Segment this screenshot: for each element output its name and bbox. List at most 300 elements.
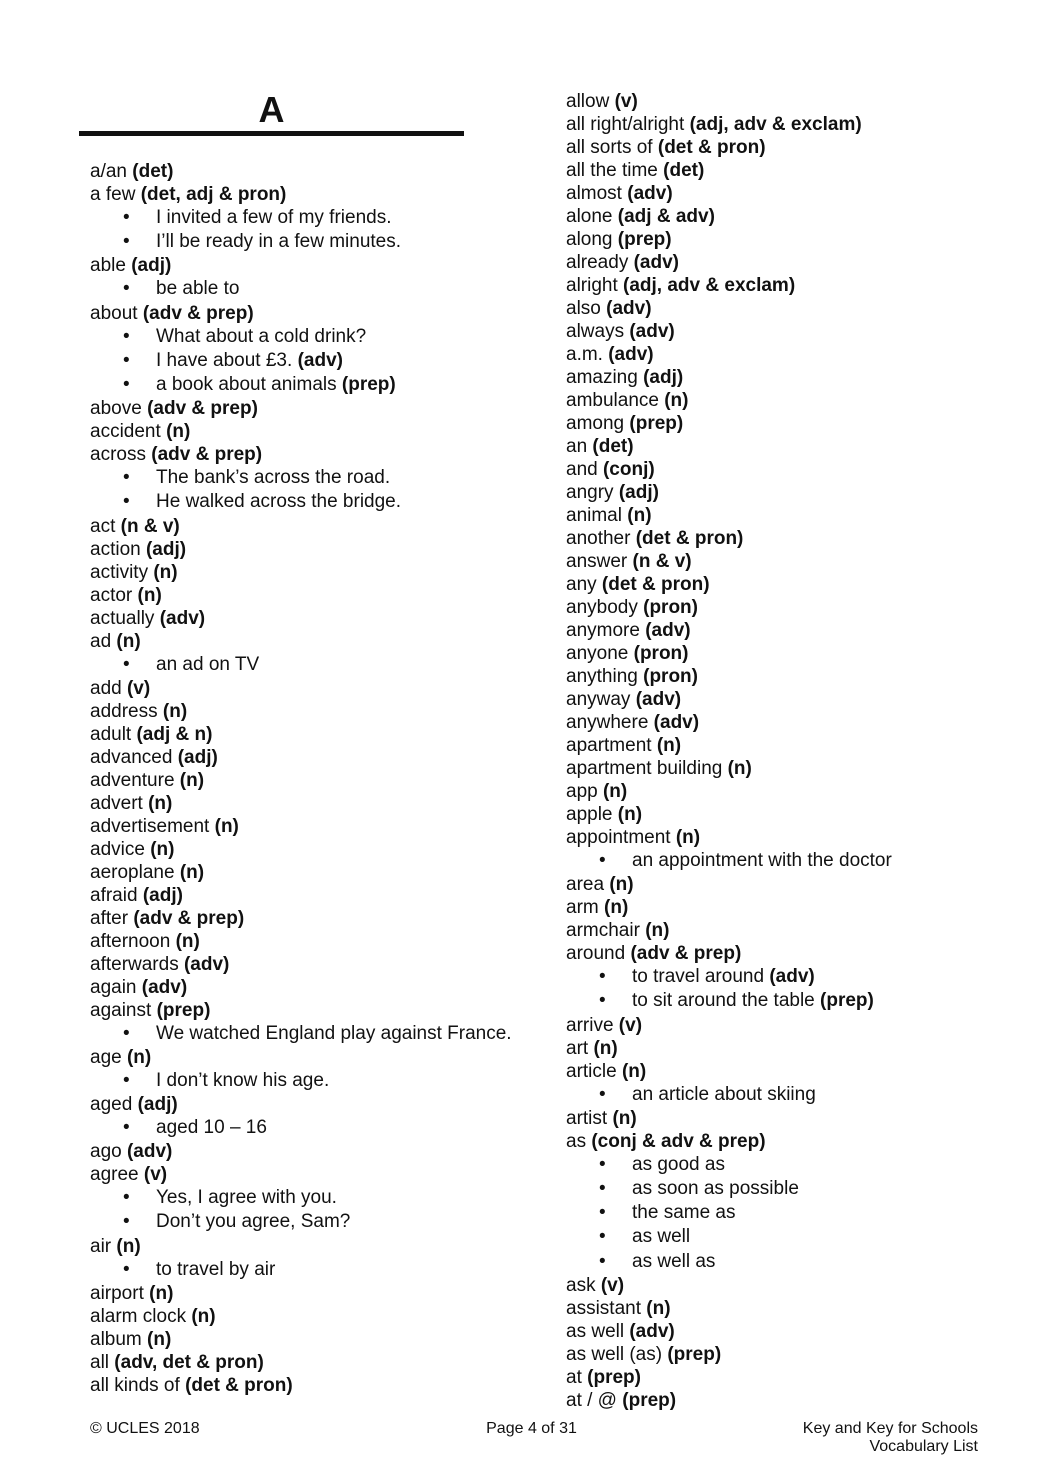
entry-word: about xyxy=(90,302,138,324)
part-of-speech: (n) xyxy=(664,390,689,411)
example-text: The bank’s across the road. xyxy=(156,467,391,489)
entry-word: all the time xyxy=(566,160,658,181)
part-of-speech: (det & pron) xyxy=(185,1374,293,1396)
part-of-speech: (n) xyxy=(149,1282,174,1304)
entry-word: age xyxy=(90,1046,122,1068)
example-text: Yes, I agree with you. xyxy=(156,1187,337,1209)
example-text: as well as xyxy=(632,1250,716,1272)
vocabulary-entry xyxy=(90,1235,535,1258)
vocabulary-entry xyxy=(566,205,986,228)
vocabulary-entry xyxy=(90,815,535,838)
part-of-speech: (n) xyxy=(602,781,628,802)
bullet-icon: • xyxy=(123,467,130,489)
example-text: an article about skiing xyxy=(632,1083,816,1105)
example-item xyxy=(90,1186,535,1210)
entry-word: adventure xyxy=(90,769,175,791)
example-text: We watched England play against France. xyxy=(156,1022,512,1044)
part-of-speech: (adv) xyxy=(141,976,188,998)
part-of-speech: (adj & adv) xyxy=(617,206,715,227)
part-of-speech: (v) xyxy=(143,1164,168,1186)
entry-word: all kinds of xyxy=(90,1374,180,1396)
vocabulary-entry xyxy=(90,884,535,907)
vocabulary-entry xyxy=(90,861,535,884)
vocabulary-entry xyxy=(566,458,986,481)
vocabulary-entry xyxy=(566,619,986,642)
example-item xyxy=(90,206,535,230)
entry-word: accident xyxy=(90,421,161,443)
vocabulary-entry xyxy=(566,1274,986,1297)
bullet-icon: • xyxy=(123,325,130,347)
entry-word: again xyxy=(90,976,137,998)
part-of-speech: (prep) xyxy=(820,990,874,1012)
bullet-icon: • xyxy=(599,1177,606,1199)
part-of-speech: (n) xyxy=(162,700,188,722)
entry-word: afternoon xyxy=(90,930,171,952)
entry-word: add xyxy=(90,677,122,699)
vocabulary-entry xyxy=(90,746,535,769)
part-of-speech: (n) xyxy=(604,897,629,919)
footer-title xyxy=(803,1420,978,1456)
vocabulary-entry xyxy=(566,803,986,826)
part-of-speech: (n & v) xyxy=(632,551,692,572)
part-of-speech: (adj) xyxy=(145,538,187,560)
entry-word: allow xyxy=(566,91,610,112)
example-item xyxy=(90,1258,535,1282)
part-of-speech: (v) xyxy=(618,1014,643,1036)
example-item xyxy=(566,1177,986,1201)
part-of-speech: (n) xyxy=(166,421,191,443)
vocabulary-entry xyxy=(566,1014,986,1037)
bullet-icon: • xyxy=(123,373,130,395)
vocabulary-entry xyxy=(90,723,535,746)
part-of-speech: (det & pron) xyxy=(601,574,710,595)
entry-word: along xyxy=(566,229,613,250)
entry-word: aeroplane xyxy=(90,861,175,883)
part-of-speech: (pron) xyxy=(643,597,698,618)
entry-word: adult xyxy=(90,723,132,745)
bullet-icon: • xyxy=(123,1069,130,1091)
vocabulary-entry xyxy=(566,919,986,942)
vocabulary-entry xyxy=(90,160,535,183)
bullet-icon: • xyxy=(123,1117,130,1139)
entry-word: ask xyxy=(566,1274,596,1296)
part-of-speech: (pron) xyxy=(633,643,689,664)
vocabulary-entry xyxy=(90,677,535,700)
part-of-speech: (adv) xyxy=(606,298,652,319)
example-text: He walked across the bridge. xyxy=(156,491,402,513)
part-of-speech: (pron) xyxy=(643,666,698,687)
part-of-speech: (n) xyxy=(645,920,670,942)
entry-word: agree xyxy=(90,1164,139,1186)
vocabulary-entry xyxy=(566,780,986,803)
vocabulary-entry xyxy=(566,366,986,389)
example-text: as good as xyxy=(632,1153,725,1175)
example-text: Don’t you agree, Sam? xyxy=(156,1211,351,1233)
part-of-speech: (n) xyxy=(179,769,205,791)
part-of-speech: (prep) xyxy=(341,373,396,395)
part-of-speech: (n) xyxy=(126,1046,152,1068)
example-text: to travel by air xyxy=(156,1258,276,1280)
vocabulary-entry xyxy=(566,1389,986,1412)
entry-word: anymore xyxy=(566,620,640,641)
bullet-icon: • xyxy=(599,966,606,988)
example-item xyxy=(566,965,986,989)
part-of-speech: (prep) xyxy=(667,1343,722,1365)
part-of-speech: (adj) xyxy=(137,1094,178,1116)
part-of-speech: (n) xyxy=(175,930,200,952)
bullet-icon: • xyxy=(123,491,130,513)
entry-word: as xyxy=(566,1130,587,1152)
entry-word: app xyxy=(566,781,598,802)
vocabulary-entry xyxy=(90,515,535,538)
entry-word: aged xyxy=(90,1094,133,1116)
entry-word: as well xyxy=(566,1320,625,1342)
entry-word: all xyxy=(90,1351,110,1373)
vocabulary-entry xyxy=(566,1297,986,1320)
vocabulary-entry xyxy=(566,481,986,504)
example-item xyxy=(566,1250,986,1274)
footer-page-number: Page 4 of 31 xyxy=(486,1420,577,1437)
example-item xyxy=(90,373,535,397)
vocabulary-entry xyxy=(90,302,535,325)
entry-word: alright xyxy=(566,275,618,296)
part-of-speech: (n) xyxy=(621,1060,647,1082)
part-of-speech: (prep) xyxy=(587,1366,641,1388)
vocabulary-entry xyxy=(566,435,986,458)
part-of-speech: (n & v) xyxy=(120,515,180,537)
part-of-speech: (det) xyxy=(132,161,174,182)
part-of-speech: (adj, adv & exclam) xyxy=(689,114,862,135)
entry-word: ambulance xyxy=(566,390,659,411)
vocabulary-entry xyxy=(566,688,986,711)
part-of-speech: (adv) xyxy=(629,1320,675,1342)
vocabulary-entry xyxy=(90,1163,535,1186)
vocabulary-entry xyxy=(566,573,986,596)
vocabulary-entry xyxy=(90,976,535,999)
part-of-speech: (n) xyxy=(617,804,643,825)
vocabulary-entry xyxy=(566,873,986,896)
part-of-speech: (n) xyxy=(612,1107,637,1129)
vocabulary-entry xyxy=(90,397,535,420)
part-of-speech: (n) xyxy=(191,1305,216,1327)
bullet-icon: • xyxy=(599,850,606,871)
part-of-speech: (adv & prep) xyxy=(142,302,254,324)
vocabulary-entry xyxy=(90,700,535,723)
vocabulary-entry xyxy=(566,389,986,412)
vocabulary-entry xyxy=(566,1130,986,1153)
example-text: I have about £3. xyxy=(156,349,293,371)
entry-word: arm xyxy=(566,897,599,919)
vocabulary-entry xyxy=(90,1093,535,1116)
vocabulary-entry xyxy=(566,412,986,435)
example-text: to sit around the table xyxy=(632,990,815,1012)
part-of-speech: (adv & prep) xyxy=(147,398,258,420)
entry-word: appointment xyxy=(566,827,671,848)
part-of-speech: (adv) xyxy=(627,183,673,204)
bullet-icon: • xyxy=(599,1226,606,1248)
vocabulary-entry xyxy=(90,838,535,861)
part-of-speech: (adj) xyxy=(177,746,218,768)
vocabulary-entry xyxy=(566,1320,986,1343)
part-of-speech: (n) xyxy=(593,1037,618,1059)
vocabulary-entry xyxy=(566,343,986,366)
entry-word: assistant xyxy=(566,1297,641,1319)
entry-word: animal xyxy=(566,505,622,526)
entry-word: album xyxy=(90,1328,142,1350)
example-text: as soon as possible xyxy=(632,1177,799,1199)
entry-word: address xyxy=(90,700,158,722)
bullet-icon: • xyxy=(123,1022,130,1044)
example-item xyxy=(90,325,535,349)
vocabulary-entry xyxy=(90,584,535,607)
bullet-icon: • xyxy=(123,1211,130,1233)
vocabulary-column-left xyxy=(90,160,535,1397)
vocabulary-entry xyxy=(566,1366,986,1389)
entry-word: all right/alright xyxy=(566,114,685,135)
entry-word: a.m. xyxy=(566,344,603,365)
example-item xyxy=(90,349,535,373)
part-of-speech: (n) xyxy=(656,735,682,756)
vocabulary-entry xyxy=(90,930,535,953)
entry-word: arrive xyxy=(566,1014,614,1036)
example-item xyxy=(566,989,986,1013)
example-item xyxy=(90,466,535,490)
entry-word: art xyxy=(566,1037,589,1059)
vocabulary-entry xyxy=(566,251,986,274)
vocabulary-entry xyxy=(566,1060,986,1083)
part-of-speech: (n) xyxy=(150,838,175,860)
vocabulary-entry xyxy=(90,999,535,1022)
entry-word: alone xyxy=(566,206,613,227)
example-item xyxy=(566,1153,986,1177)
entry-word: any xyxy=(566,574,597,595)
entry-word: around xyxy=(566,943,626,965)
vocabulary-entry xyxy=(566,642,986,665)
entry-word: and xyxy=(566,459,598,480)
part-of-speech: (det, adj & pron) xyxy=(140,184,287,205)
entry-word: almost xyxy=(566,183,622,204)
vocabulary-entry xyxy=(90,907,535,930)
entry-word: an xyxy=(566,436,588,457)
entry-word: apartment building xyxy=(566,758,723,779)
part-of-speech: (adv & prep) xyxy=(151,444,263,466)
entry-word: advertisement xyxy=(90,815,210,837)
entry-word: at / @ xyxy=(566,1389,617,1411)
entry-word: always xyxy=(566,321,625,342)
footer-title-line2: Vocabulary List xyxy=(869,1438,978,1455)
part-of-speech: (n) xyxy=(147,1328,172,1350)
entry-word: advert xyxy=(90,792,143,814)
part-of-speech: (n) xyxy=(646,1297,671,1319)
vocabulary-entry xyxy=(90,1046,535,1069)
entry-word: anything xyxy=(566,666,638,687)
bullet-icon: • xyxy=(599,1250,606,1272)
vocabulary-entry xyxy=(566,297,986,320)
bullet-icon: • xyxy=(599,1083,606,1105)
part-of-speech: (prep) xyxy=(622,1389,677,1411)
vocabulary-entry xyxy=(566,1107,986,1130)
part-of-speech: (adv) xyxy=(297,349,343,371)
vocabulary-entry xyxy=(566,320,986,343)
bullet-icon: • xyxy=(599,1153,606,1175)
part-of-speech: (adj) xyxy=(618,482,659,503)
entry-word: above xyxy=(90,398,142,420)
part-of-speech: (adv) xyxy=(183,953,230,975)
entry-word: advice xyxy=(90,838,145,860)
entry-word: area xyxy=(566,874,605,896)
vocabulary-entry xyxy=(90,607,535,630)
vocabulary-entry xyxy=(566,711,986,734)
part-of-speech: (v) xyxy=(126,677,151,699)
example-item xyxy=(566,849,986,873)
example-item xyxy=(90,1022,535,1046)
part-of-speech: (n) xyxy=(609,874,634,896)
entry-word: afterwards xyxy=(90,953,179,975)
entry-word: all sorts of xyxy=(566,137,653,158)
part-of-speech: (n) xyxy=(627,505,652,526)
example-item xyxy=(566,1083,986,1107)
vocabulary-entry xyxy=(90,769,535,792)
entry-word: act xyxy=(90,515,116,537)
vocabulary-entry xyxy=(566,942,986,965)
part-of-speech: (adj & n) xyxy=(136,723,213,745)
example-text: What about a cold drink? xyxy=(156,325,367,347)
footer-copyright: © UCLES 2018 xyxy=(90,1420,200,1437)
part-of-speech: (v) xyxy=(600,1274,625,1296)
part-of-speech: (adj) xyxy=(142,884,183,906)
part-of-speech: (det) xyxy=(663,160,705,181)
bullet-icon: • xyxy=(599,1202,606,1224)
vocabulary-column-right xyxy=(566,90,986,1412)
entry-word: against xyxy=(90,999,152,1021)
example-text: an ad on TV xyxy=(156,653,260,675)
entry-word: a/an xyxy=(90,161,127,182)
example-item xyxy=(90,653,535,677)
vocabulary-entry xyxy=(90,254,535,277)
entry-word: anyway xyxy=(566,689,631,710)
part-of-speech: (det) xyxy=(592,436,634,457)
example-text: to travel around xyxy=(632,966,765,988)
vocabulary-entry xyxy=(566,1037,986,1060)
example-text: as well xyxy=(632,1226,691,1248)
entry-word: article xyxy=(566,1060,617,1082)
entry-word: anyone xyxy=(566,643,629,664)
part-of-speech: (adv, det & pron) xyxy=(114,1351,264,1373)
part-of-speech: (adv) xyxy=(629,321,675,342)
example-item xyxy=(90,1069,535,1093)
vocabulary-entry xyxy=(90,183,535,206)
example-text: I invited a few of my friends. xyxy=(156,207,392,228)
vocabulary-entry xyxy=(566,504,986,527)
bullet-icon: • xyxy=(123,1187,130,1209)
part-of-speech: (adv) xyxy=(126,1141,173,1163)
bullet-icon: • xyxy=(123,207,130,228)
entry-word: advanced xyxy=(90,746,173,768)
part-of-speech: (adv) xyxy=(159,607,206,629)
part-of-speech: (n) xyxy=(179,861,205,883)
part-of-speech: (n) xyxy=(137,584,162,606)
part-of-speech: (adj) xyxy=(643,367,684,388)
example-item xyxy=(566,1225,986,1249)
part-of-speech: (adv) xyxy=(633,252,680,273)
vocabulary-entry xyxy=(566,182,986,205)
entry-word: angry xyxy=(566,482,614,503)
entry-word: actually xyxy=(90,607,155,629)
vocabulary-entry xyxy=(90,1351,535,1374)
entry-word: at xyxy=(566,1366,582,1388)
example-text: I don’t know his age. xyxy=(156,1069,330,1091)
vocabulary-entry xyxy=(90,420,535,443)
bullet-icon: • xyxy=(123,653,130,675)
example-text: I’ll be ready in a few minutes. xyxy=(156,231,402,253)
vocabulary-entry xyxy=(566,734,986,757)
part-of-speech: (det & pron) xyxy=(635,528,744,549)
example-text: the same as xyxy=(632,1202,736,1224)
entry-word: able xyxy=(90,255,126,277)
bullet-icon: • xyxy=(123,278,130,300)
entry-word: artist xyxy=(566,1107,608,1129)
entry-word: actor xyxy=(90,584,133,606)
vocabulary-entry xyxy=(566,228,986,251)
example-item xyxy=(90,230,535,254)
entry-word: after xyxy=(90,907,129,929)
entry-word: air xyxy=(90,1235,112,1257)
bullet-icon: • xyxy=(123,1258,130,1280)
part-of-speech: (adj) xyxy=(131,255,172,277)
part-of-speech: (v) xyxy=(614,91,638,112)
part-of-speech: (adv & prep) xyxy=(133,907,245,929)
example-item xyxy=(90,1210,535,1234)
entry-word: a few xyxy=(90,184,136,205)
example-text: aged 10 – 16 xyxy=(156,1117,267,1139)
part-of-speech: (adv) xyxy=(608,344,654,365)
part-of-speech: (det & pron) xyxy=(657,137,766,158)
vocabulary-entry xyxy=(566,665,986,688)
example-item xyxy=(90,277,535,301)
example-item xyxy=(90,1116,535,1140)
entry-word: also xyxy=(566,298,601,319)
entry-word: amazing xyxy=(566,367,638,388)
bullet-icon: • xyxy=(599,990,606,1012)
entry-word: already xyxy=(566,252,629,273)
vocabulary-entry xyxy=(90,1328,535,1351)
vocabulary-entry xyxy=(90,630,535,653)
part-of-speech: (conj & adv & prep) xyxy=(591,1130,766,1152)
part-of-speech: (prep) xyxy=(629,413,684,434)
vocabulary-entry xyxy=(90,538,535,561)
vocabulary-entry xyxy=(90,1140,535,1163)
entry-word: among xyxy=(566,413,625,434)
vocabulary-entry xyxy=(90,561,535,584)
vocabulary-entry xyxy=(90,1374,535,1397)
vocabulary-entry xyxy=(566,274,986,297)
part-of-speech: (adv) xyxy=(635,689,682,710)
vocabulary-entry xyxy=(90,443,535,466)
bullet-icon: • xyxy=(123,349,130,371)
footer-title-line1: Key and Key for Schools xyxy=(802,1420,978,1437)
vocabulary-entry xyxy=(566,596,986,619)
example-text: be able to xyxy=(156,278,240,300)
vocabulary-entry xyxy=(566,136,986,159)
entry-word: alarm clock xyxy=(90,1305,187,1327)
part-of-speech: (n) xyxy=(675,827,701,848)
part-of-speech: (prep) xyxy=(156,999,211,1021)
entry-word: action xyxy=(90,538,141,560)
vocabulary-entry xyxy=(90,1305,535,1328)
vocabulary-entry xyxy=(566,90,986,113)
part-of-speech: (n) xyxy=(214,815,239,837)
example-item xyxy=(90,490,535,514)
